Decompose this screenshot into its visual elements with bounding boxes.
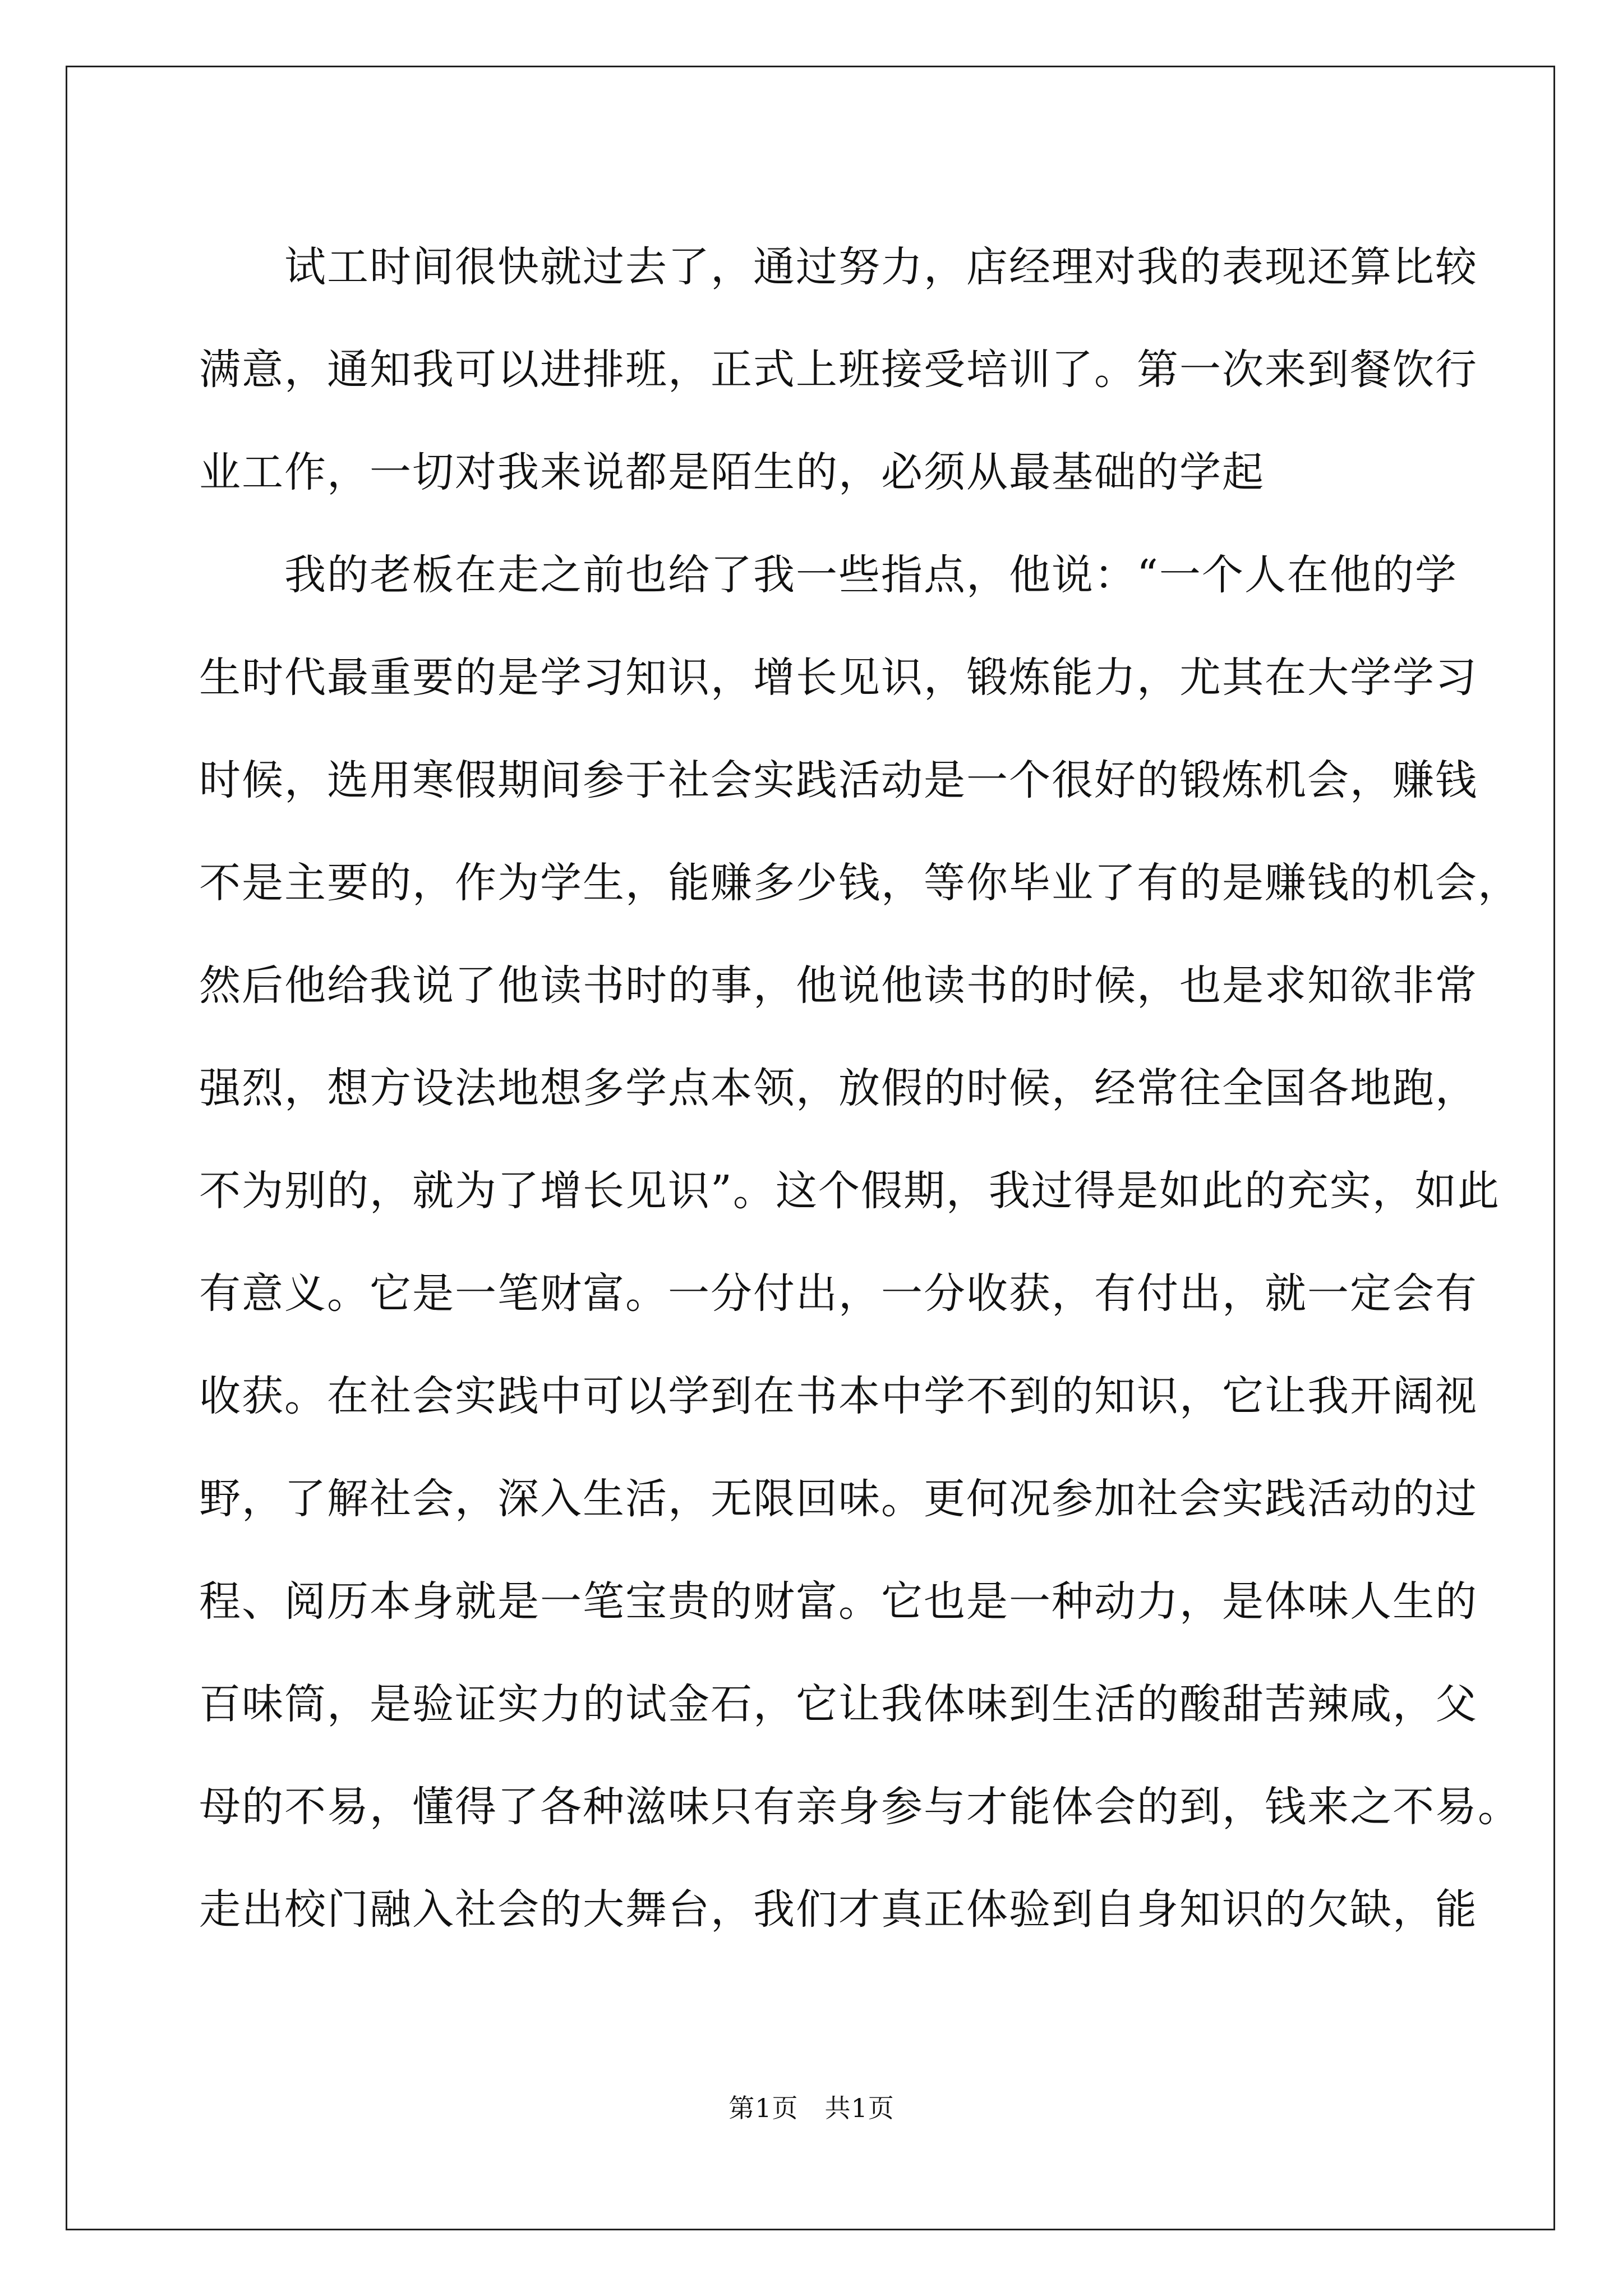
text-line: 不是主要的，作为学生，能赚多少钱，等你毕业了有的是赚钱的机会，: [199, 859, 1520, 907]
text-line: 然后他给我说了他读书时的事，他说他读书的时候，也是求知欲非常: [199, 961, 1478, 1010]
text-line: 满意，通知我可以进排班，正式上班接受培训了。第一次来到餐饮行: [199, 346, 1478, 394]
text-line: 不为别的，就为了增长见识”。这个假期，我过得是如此的充实，如此: [199, 1167, 1500, 1215]
text-line: 程、阅历本身就是一笔宝贵的财富。它也是一种动力，是体味人生的: [199, 1577, 1478, 1626]
text-line: 野，了解社会，深入生活，无限回味。更何况参加社会实践活动的过: [199, 1475, 1478, 1523]
text-line: 业工作，一切对我来说都是陌生的，必须从最基础的学起: [199, 448, 1265, 496]
page-number-footer: 第1页 共1页: [728, 2093, 895, 2123]
text-line: 母的不易，懂得了各种滋味只有亲身参与才能体会的到，钱来之不易。: [199, 1783, 1520, 1831]
text-line: 收获。在社会实践中可以学到在书本中学不到的知识，它让我开阔视: [199, 1372, 1478, 1420]
text-line: 有意义。它是一笔财富。一分付出，一分收获，有付出，就一定会有: [199, 1269, 1478, 1318]
text-line: 百味筒，是验证实力的试金石，它让我体味到生活的酸甜苦辣咸，父: [199, 1680, 1478, 1728]
text-line: 试工时间很快就过去了，通过努力，店经理对我的表现还算比较: [199, 243, 1478, 291]
document-body: [199, 216, 1520, 1961]
text-line: 生时代最重要的是学习知识，增长见识，锻炼能力，尤其在大学学习: [199, 654, 1478, 702]
text-line: 强烈，想方设法地想多学点本领，放假的时候，经常往全国各地跑，: [199, 1064, 1478, 1112]
text-line: 时候，选用寒假期间参于社会实践活动是一个很好的锻炼机会，赚钱: [199, 756, 1478, 804]
text-line: 我的老板在走之前也给了我一些指点，他说：“一个人在他的学: [199, 551, 1458, 599]
text-line: 走出校门融入社会的大舞台，我们才真正体验到自身知识的欠缺，能: [199, 1885, 1478, 1934]
